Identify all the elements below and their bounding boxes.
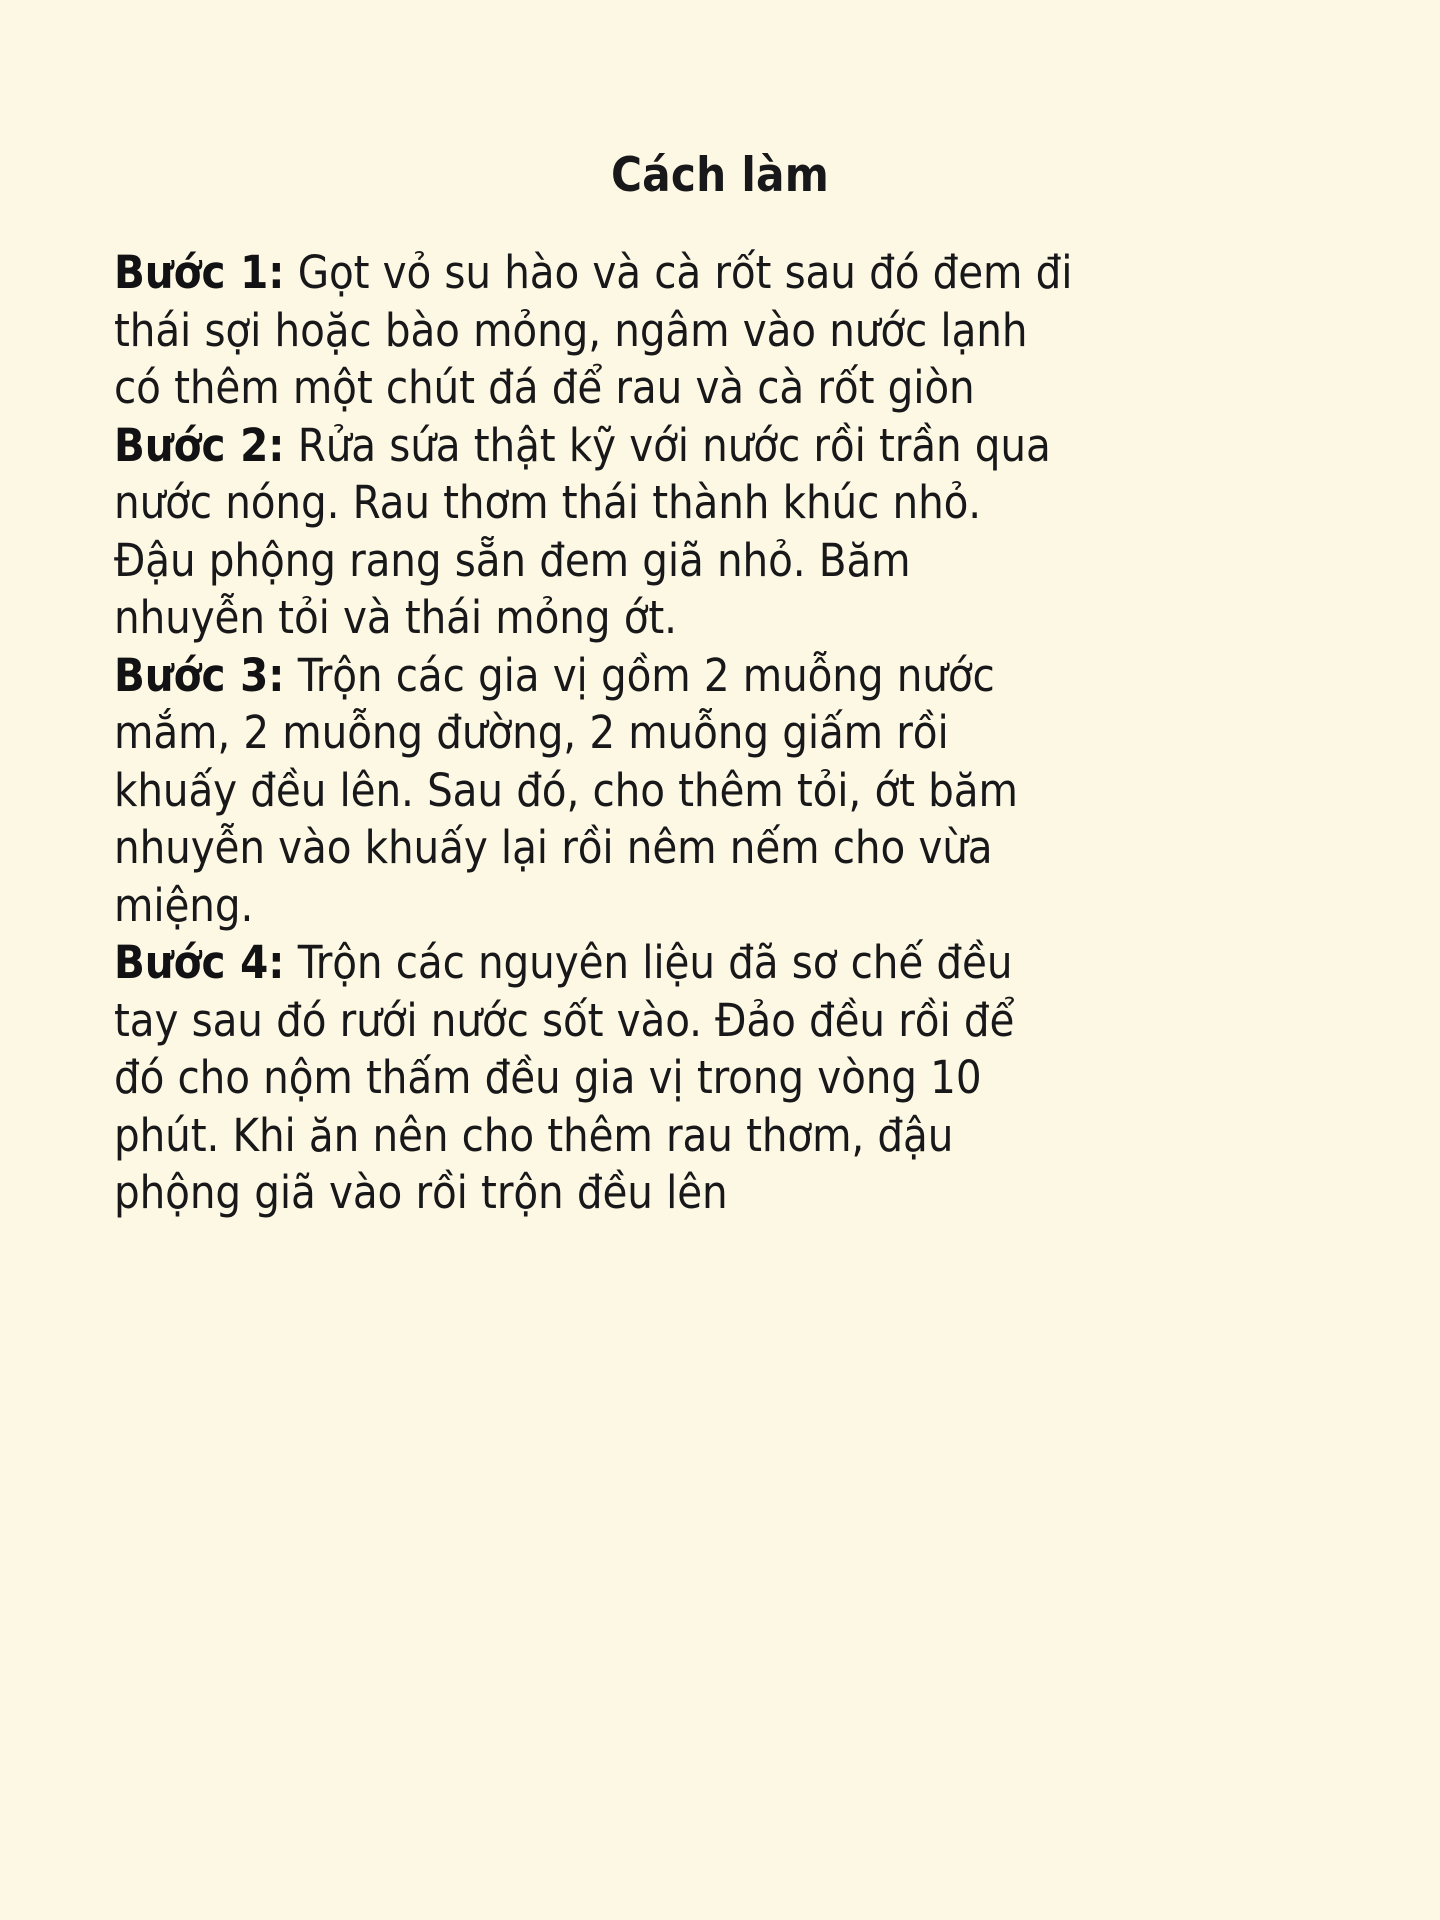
step-3-label: Bước 3: (114, 648, 285, 702)
step-4 (114, 936, 1014, 1219)
instructions-body (114, 244, 1074, 1222)
step-2-text: Rửa sứa thật kỹ với nước rồi trần qua nước nóng. Rau thơm thái thành khúc nhỏ. Đậu phộng rang sẵn đem giã nhỏ. Băm nhuyễn tỏi và thái mỏng ớt. (114, 418, 1051, 644)
step-1-label: Bước 1: (114, 246, 285, 299)
step-4-text: Trộn các nguyên liệu đã sơ chế đều tay sau đó rưới nước sốt vào. Đảo đều rồi để đó cho nộm thấm đều gia vị trong vòng 10 phút. Khi ăn nên cho thêm rau thơm, đậu phộng giã vào rồi trộn đều lên (114, 936, 1015, 1219)
step-3 (114, 649, 1018, 932)
step-2 (114, 419, 1051, 645)
step-2-label: Bước 2: (114, 418, 285, 472)
step-4-label: Bước 4: (114, 936, 285, 989)
step-1 (114, 246, 1072, 414)
step-3-text: Trộn các gia vị gồm 2 muỗng nước mắm, 2 muỗng đường, 2 muỗng giấm rồi khuấy đều lên. Sau đó, cho thêm tỏi, ớt băm nhuyễn vào khuấy lại rồi nêm nếm cho vừa miệng. (114, 648, 1018, 932)
step-1-text: Gọt vỏ su hào và cà rốt sau đó đem đi thái sợi hoặc bào mỏng, ngâm vào nước lạnh có thêm một chút đá để rau và cà rốt giòn (114, 246, 1073, 414)
page-title: Cách làm (610, 148, 830, 204)
